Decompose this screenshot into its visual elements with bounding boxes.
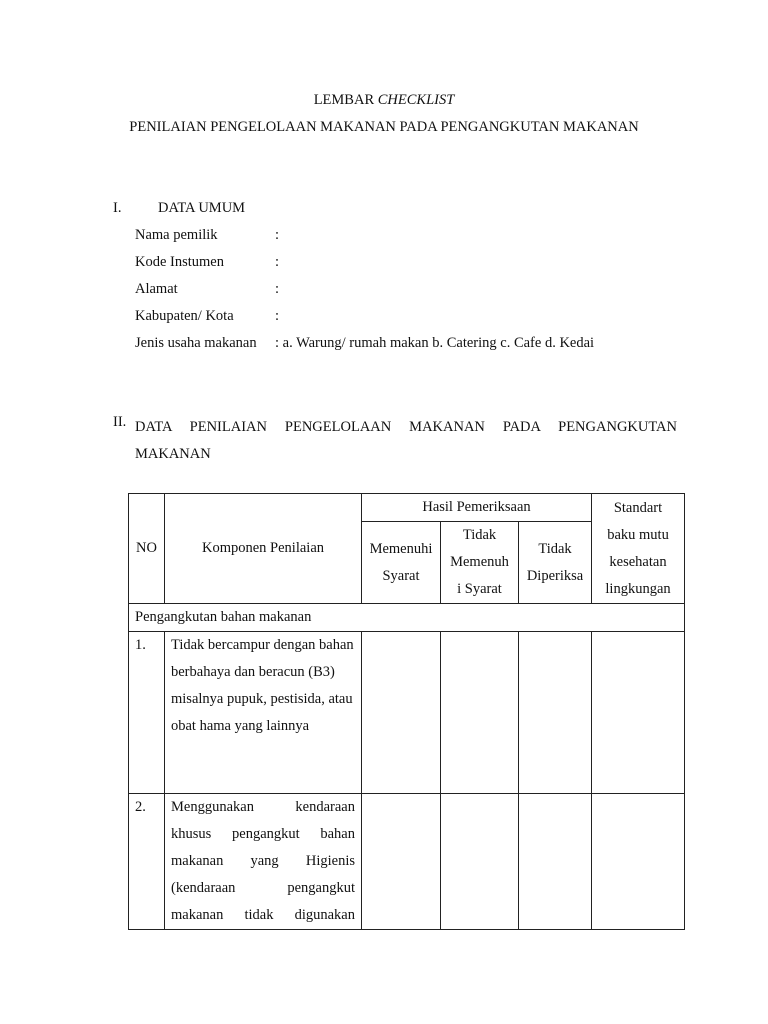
cell-tidak-diperiksa — [519, 632, 592, 794]
field-label-jenis-usaha: Jenis usaha makanan — [135, 335, 257, 351]
doc-title-line1: LEMBAR CHECKLIST — [313, 92, 455, 108]
field-label-kode-instumen: Kode Instumen — [135, 254, 224, 270]
header-no: NO — [129, 494, 165, 604]
doc-title-line2: PENILAIAN PENGELOLAAN MAKANAN PADA PENGANGKUTAN MAKANAN — [129, 119, 639, 135]
field-value-jenis-usaha: : a. Warung/ rumah makan b. Catering c. Cafe d. Kedai — [275, 335, 595, 351]
header-standart: Standart baku mutu kesehatan lingkungan — [592, 494, 685, 604]
header-memenuhi-syarat: Memenuhi Syarat — [362, 522, 441, 604]
field-label-nama-pemilik: Nama pemilik — [135, 227, 218, 243]
checklist-table — [128, 493, 685, 930]
header-tidak-memenuhi-syarat: Tidak Memenuh i Syarat — [441, 522, 519, 604]
cell-standart — [592, 632, 685, 794]
table-group-row — [129, 604, 685, 632]
row-text-line: Menggunakan kendaraan — [171, 799, 355, 815]
doc-title-italic: CHECKLIST — [377, 92, 455, 108]
table-row — [129, 632, 685, 794]
table-header-row-1 — [129, 494, 685, 522]
header-komponen-penilaian: Komponen Penilaian — [165, 494, 362, 604]
field-colon-nama-pemilik: : — [275, 227, 280, 243]
section2-title: DATA PENILAIAN PENGELOLAAN MAKANAN PADA PENGANGKUTAN MAKANAN — [135, 419, 677, 462]
cell-memenuhi — [362, 632, 441, 794]
header-hasil-pemeriksaan: Hasil Pemeriksaan — [362, 494, 592, 522]
cell-tidak-memenuhi — [441, 632, 519, 794]
row-no: 1. — [129, 632, 165, 794]
section1-title: DATA UMUM — [158, 200, 246, 216]
row-text-line: (kendaraan pengangkut — [171, 880, 355, 896]
row-component-text: Tidak bercampur dengan bahan berbahaya dan beracun (B3) misalnya pupuk, pestisida, atau obat hama yang lainnya — [165, 632, 362, 794]
field-colon-kode-instumen: : — [275, 254, 280, 270]
row-text-line: khusus pengangkut bahan — [171, 826, 355, 842]
field-colon-alamat: : — [275, 281, 280, 297]
group-label: Pengangkutan bahan makanan — [129, 604, 685, 632]
section2-number: II. — [113, 414, 127, 430]
row-component-text — [165, 794, 362, 930]
row-no: 2. — [129, 794, 165, 930]
cell-standart — [592, 794, 685, 930]
field-label-kabupaten-kota: Kabupaten/ Kota — [135, 308, 234, 324]
row-text-line: makanan tidak digunakan — [171, 907, 355, 923]
cell-memenuhi — [362, 794, 441, 930]
cell-tidak-memenuhi — [441, 794, 519, 930]
section1-number: I. — [113, 200, 122, 216]
row-text-line: makanan yang Higienis — [171, 853, 355, 869]
table-row — [129, 794, 685, 930]
cell-tidak-diperiksa — [519, 794, 592, 930]
field-colon-kabupaten-kota: : — [275, 308, 280, 324]
header-tidak-diperiksa: Tidak Diperiksa — [519, 522, 592, 604]
field-label-alamat: Alamat — [135, 281, 178, 297]
